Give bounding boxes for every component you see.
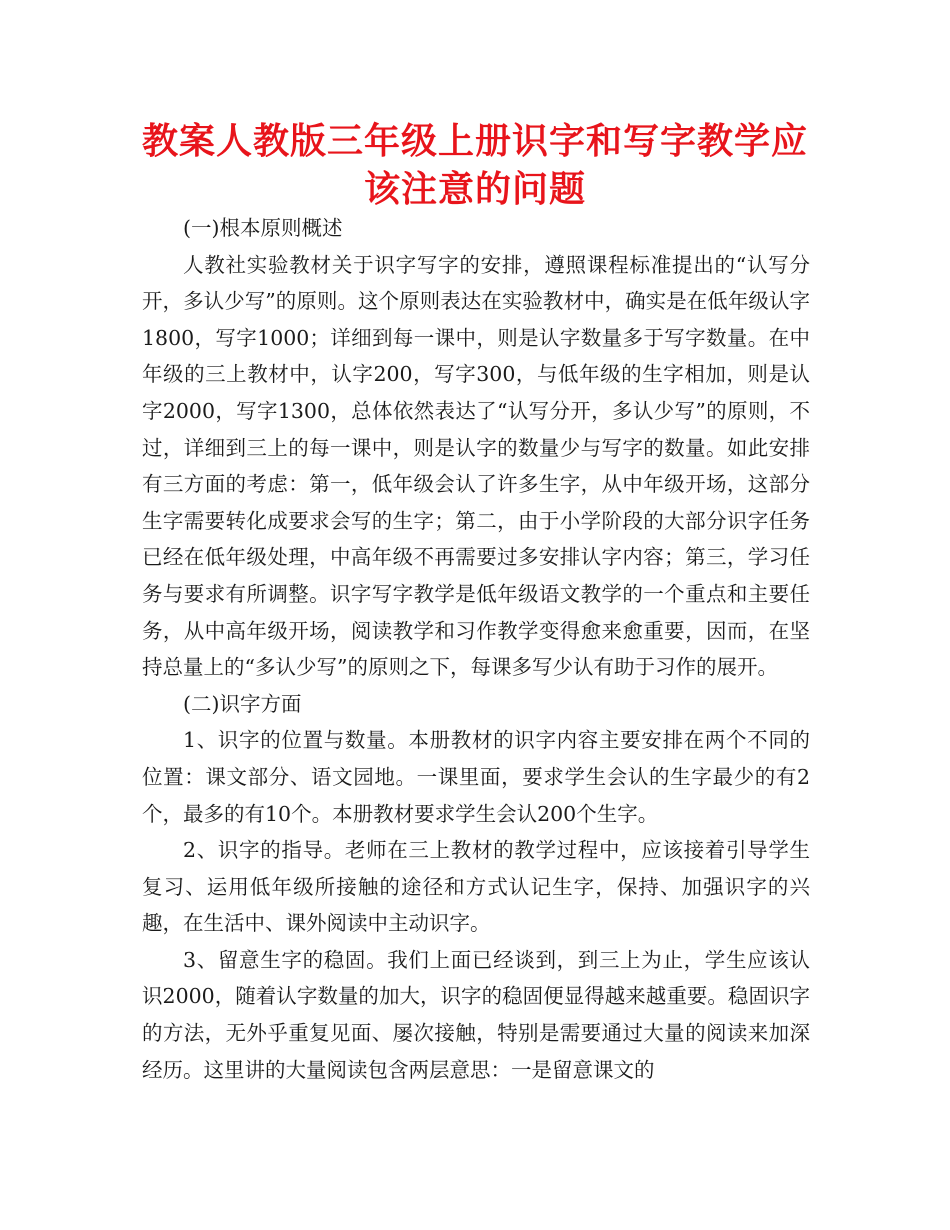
paragraph-guidance: 2、识字的指导。老师在三上教材的教学过程中，应该接着引导学生复习、运用低年级所接触的途径和方式认记生字，保持、加强识字的兴趣，在生活中、课外阅读中主动识字。 [142,838,810,936]
section-heading-literacy: (二)识字方面 [183,691,302,716]
paragraph-consolidation: 3、留意生字的稳固。我们上面已经谈到，到三上为止，学生应该认识2000，随着认字数量的加大，识字的稳固便显得越来越重要。稳固识字的方法，无外乎重复见面、屡次接触，特别是需要通过大量的阅读来加深经历。这里讲的大量阅读包含两层意思：一是留意课文的 [142,947,810,1082]
document-title: 教案人教版三年级上册识字和写字教学应该注意的问题 [141,121,808,210]
document-body [142,210,810,1088]
paragraph-position-quantity: 1、识字的位置与数量。本册教材的识字内容主要安排在两个不同的位置：课文部分、语文园地。一课里面，要求学生会认的生字最少的有2个，最多的有10个。本册教材要求学生会认200个生字。 [142,728,810,826]
section-heading-principles: (一)根本原则概述 [183,216,343,240]
paragraph-principles: 人教社实验教材关于识字写字的安排，遵照课程标准提出的“认写分开，多认少写”的原则。这个原则表达在实验教材中，确实是在低年级认字1800，写字1000；详细到每一课中，则是认字数量多于写字数量。在中年级的三上教材中，认字200，写字300，与低年级的生字相加，则是认字2000，写字1300，总体依然表达了“认写分开，多认少写”的原则，不过，详细到三上的每一课中，则是认字的数量少与写字的数量。如此安排有三方面的考虑：第一，低年级会认了许多生字，从中年级开场，这部分生字需要转化成要求会写的生字；第二，由于小学阶段的大部分识字任务已经在低年级处理，中高年级不再需要过多安排认字内容；第三，学习任务与要求有所调整。识字写字教学是低年级语文教学的一个重点和主要任务，从中高年级开场，阅读教学和习作教学变得愈来愈重要，因而，在坚持总量上的“多认少写”的原则之下，每课多写少认有助于习作的展开。 [142,252,810,680]
